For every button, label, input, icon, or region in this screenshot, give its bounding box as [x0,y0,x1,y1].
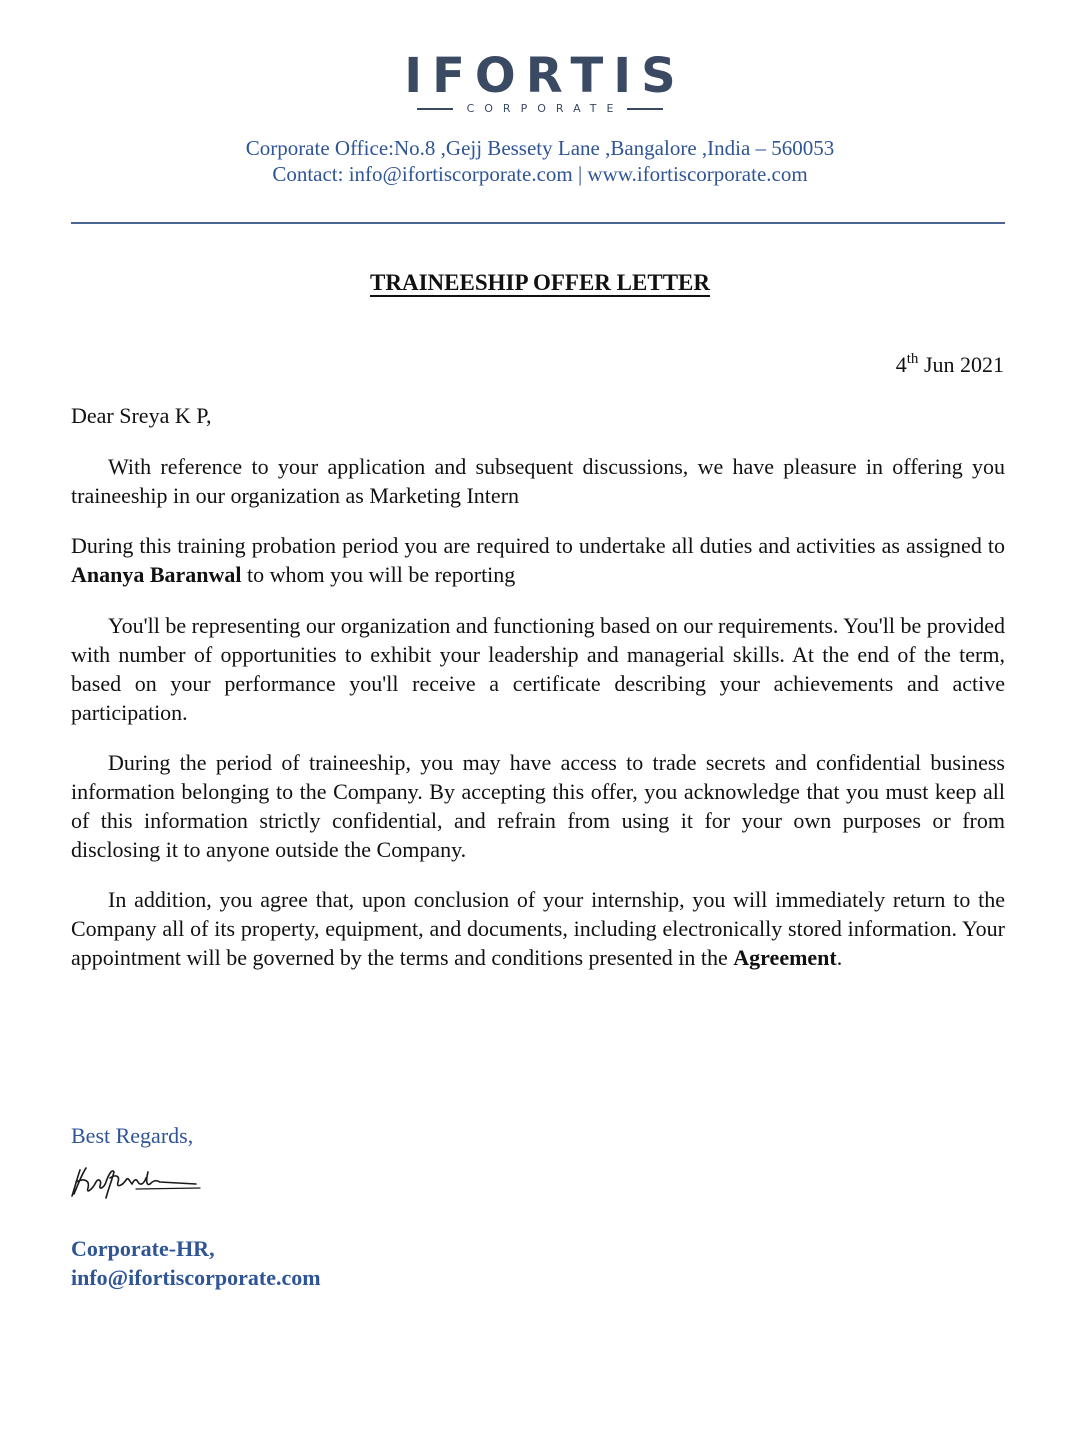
paragraph-offer: With reference to your application and subsequent discussions, we have pleasure in offering you traineeship in our organization as Marketing Intern [71,454,1005,508]
logo-wordmark: IFORTIS [404,48,686,104]
salutation: Dear Sreya K P, [71,403,212,428]
letter-title-wrap [0,268,1080,298]
signatory-name: Corporate-HR, [71,1236,215,1261]
logo-subtitle-row [0,102,1080,116]
paragraph-representation: You'll be representing our organization and functioning based on our requirements. You'll be provided with number of opportunities to exhibit your leadership and managerial skills. At the end of the term, based on your performance you'll receive a certificate describing your achievements and active participation. [71,613,1005,725]
date-suffix: th [906,351,919,367]
contact-info: Contact: info@ifortiscorporate.com | www.ifortiscorporate.com [272,162,808,186]
signatory-email[interactable]: info@ifortiscorporate.com [71,1265,321,1290]
logo-rule-left [417,108,453,110]
paragraph-reporting-text-2: to whom you will be reporting [241,562,516,587]
date-day: 4 [895,352,907,377]
logo-subtitle: CORPORATE [466,102,624,115]
office-address: Corporate Office:No.8 ,Gejj Bessety Lane ,Bangalore ,India – 560053 [245,136,835,160]
header-divider [71,222,1005,224]
company-logo [0,48,1080,116]
letter-body [71,452,1005,993]
paragraph-confidentiality: During the period of traineeship, you may have access to trade secrets and confidential business information belonging to the Company. By accepting this offer, you acknowledge that you must keep all of this information strictly confidential, and refrain from using it for your own purposes or from disclosing it to anyone outside the Company. [71,750,1005,862]
paragraph-reporting-text-1: During this training probation period you are required to undertake all duties and activities as assigned to [71,533,1005,558]
paragraph-return-end: . [836,945,843,970]
signature-image [66,1160,206,1204]
paragraph-return-text: In addition, you agree that, upon conclusion of your internship, you will immediately return to the Company all of its property, equipment, and documents, including electronically stored information. Your appointment will be governed by the terms and conditions presented in the [71,887,1005,970]
paragraph-return-property [71,885,1005,972]
letter-title: TRAINEESHIP OFFER LETTER [370,270,710,295]
letter-date [896,350,1004,380]
supervisor-name: Ananya Baranwal [71,562,242,587]
closing-regards: Best Regards, [71,1123,194,1148]
date-month-year: Jun 2021 [918,352,1004,377]
agreement-term: Agreement [733,945,837,970]
logo-rule-right [627,108,663,110]
paragraph-reporting [71,531,1005,589]
